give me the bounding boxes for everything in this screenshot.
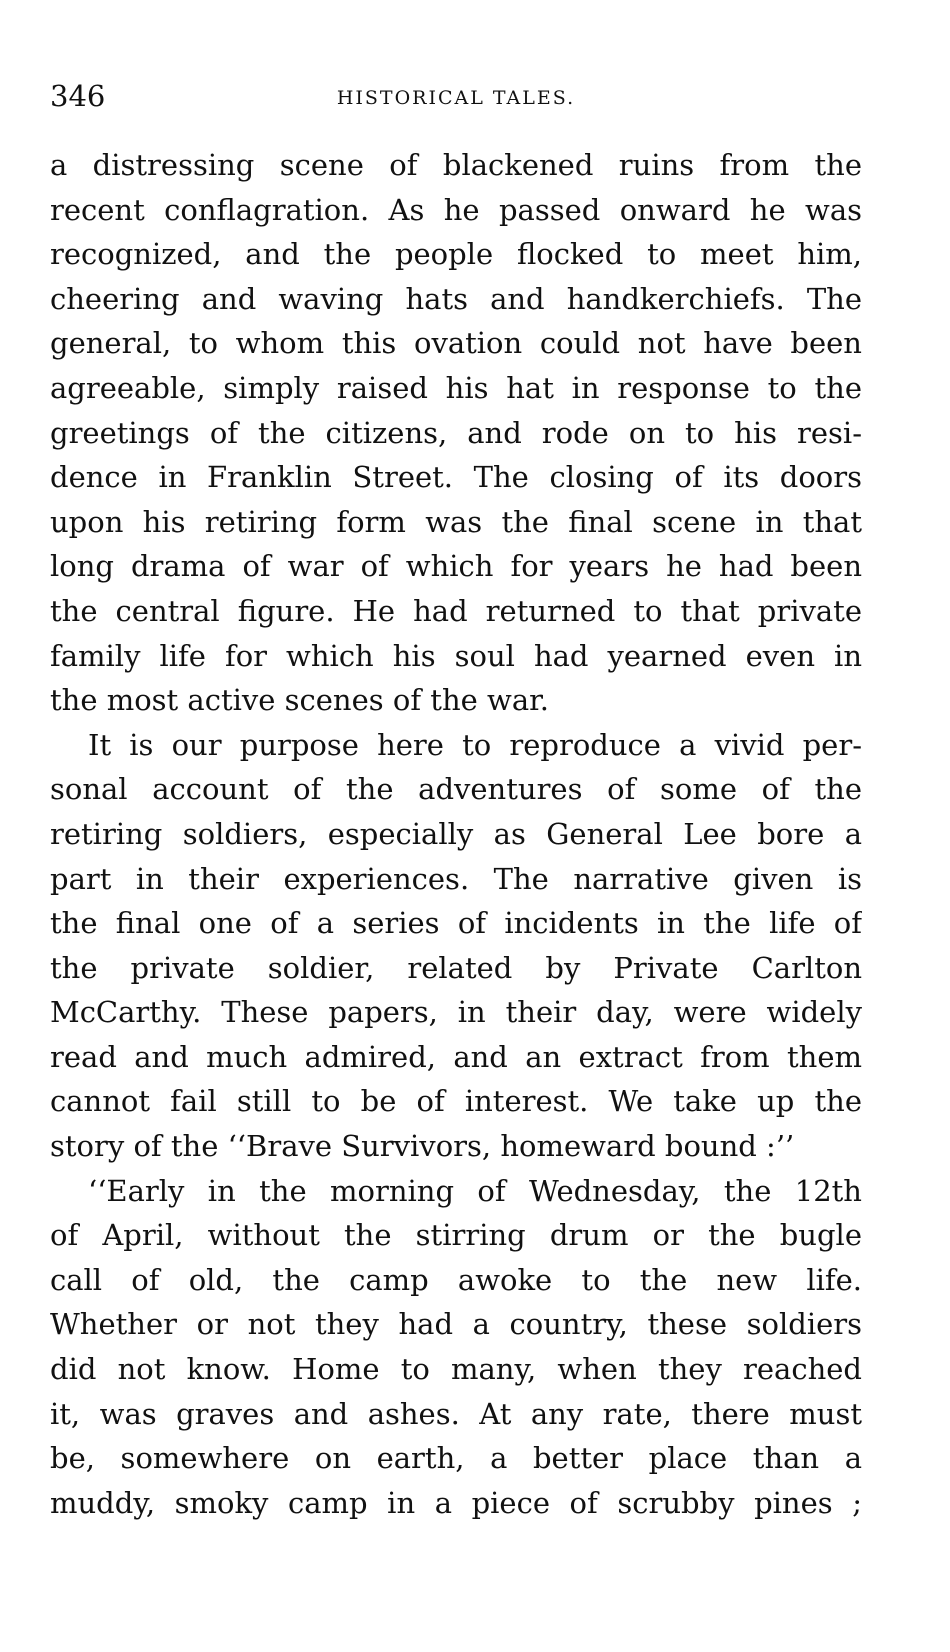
text-line: greetings of the citizens, and rode on to his resi- [50, 415, 862, 450]
text-line: upon his retiring form was the final scene in that [50, 504, 862, 539]
text-line: muddy, smoky camp in a piece of scrubby pines ; [50, 1485, 862, 1520]
text-line: the central figure. He had returned to that private [50, 593, 862, 628]
text-line: call of old, the camp awoke to the new life. [50, 1262, 862, 1297]
text-line: the most active scenes of the war. [50, 683, 550, 718]
text-line: general, to whom this ovation could not have been [50, 326, 862, 361]
text-line: story of the ‘‘Brave Survivors, homeward bound :’’ [50, 1129, 795, 1164]
text-line: It is our purpose here to reproduce a vivid per- [88, 727, 862, 762]
text-line: agreeable, simply raised his hat in response to the [50, 370, 862, 405]
text-line: sonal account of the adventures of some of the [50, 772, 862, 807]
text-line: be, somewhere on earth, a better place than a [50, 1441, 862, 1476]
text-line: ‘‘Early in the morning of Wednesday, the 12th [88, 1173, 862, 1208]
text-line: of April, without the stirring drum or the bugle [50, 1218, 862, 1253]
text-line: cannot fail still to be of interest. We take up the [50, 1084, 862, 1119]
text-line: part in their experiences. The narrative given is [50, 861, 862, 896]
text-line: recent conflagration. As he passed onward he was [50, 192, 862, 227]
text-line: read and much admired, and an extract from them [50, 1039, 862, 1074]
running-head: HISTORICAL TALES. [336, 87, 576, 109]
text-line: the private soldier, related by Private Carlton [50, 950, 862, 985]
text-line: it, was graves and ashes. At any rate, there must [50, 1396, 862, 1431]
page-number: 346 [50, 79, 106, 113]
text-line: family life for which his soul had yearned even in [50, 638, 862, 673]
text-line: retiring soldiers, especially as General Lee bore a [50, 816, 862, 851]
text-line: recognized, and the people flocked to meet him, [50, 237, 862, 272]
text-line: cheering and waving hats and handkerchiefs. The [50, 281, 862, 316]
text-line: did not know. Home to many, when they reached [50, 1352, 862, 1387]
text-line: McCarthy. These papers, in their day, were widely [50, 995, 862, 1030]
text-line: the final one of a series of incidents in the life of [50, 906, 862, 941]
text-line: dence in Franklin Street. The closing of its doors [50, 460, 862, 495]
text-line: long drama of war of which for years he had been [50, 549, 862, 584]
text-line: Whether or not they had a country, these soldiers [50, 1307, 862, 1342]
text-line: a distressing scene of blackened ruins from the [50, 148, 862, 182]
body-text [50, 143, 862, 1525]
page-header [50, 78, 862, 114]
